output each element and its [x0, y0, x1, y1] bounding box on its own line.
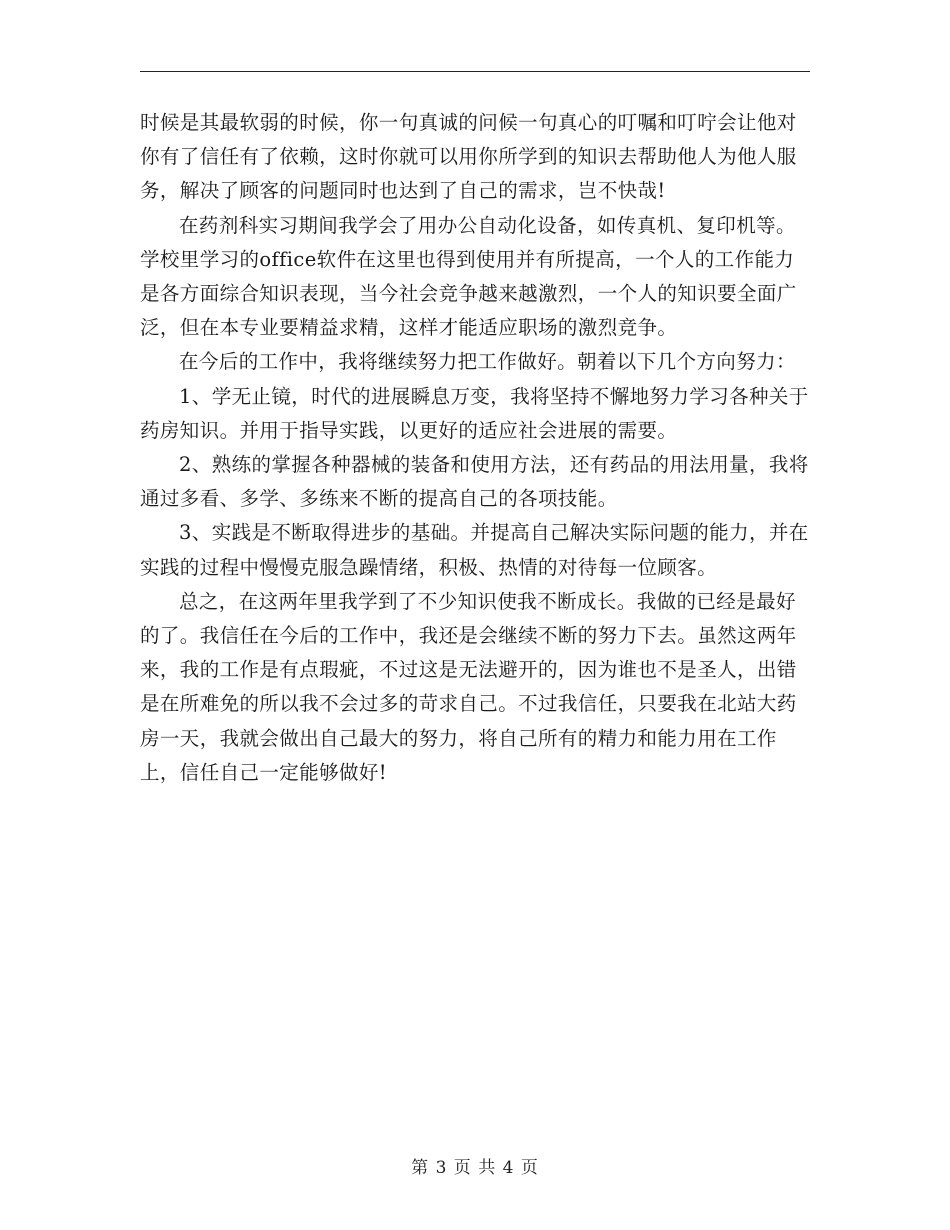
- list-item: 1、学无止镜，时代的进展瞬息万变，我将坚持不懈地努力学习各种关于药房知识。并用于指导实践，以更好的适应社会进展的需要。: [140, 384, 809, 442]
- paragraph: 在药剂科实习期间我学会了用办公自动化设备，如传真机、复印机等。学校里学习的office软件在这里也得到使用并有所提高，一个人的工作能力是各方面综合知识表现，当今社会竞争越来越激烈，一个人的知识要全面广泛，但在本专业要精益求精，这样才能适应职场的激烈竞争。: [140, 213, 797, 340]
- page-number: 第 3 页 共 4 页: [411, 1158, 539, 1178]
- document-body: [140, 106, 810, 790]
- list-item: 2、熟练的掌握各种器械的装备和使用方法，还有药品的用法用量，我将通过多看、多学、多练来不断的提高自己的各项技能。: [140, 453, 809, 511]
- paragraph: 在今后的工作中，我将继续努力把工作做好。朝着以下几个方向努力：: [179, 350, 796, 374]
- list-item: 3、实践是不断取得进步的基础。并提高自己解决实际问题的能力，并在实践的过程中慢慢克服急躁情绪，积极、热情的对待每一位顾客。: [140, 521, 809, 579]
- header-rule: [140, 71, 810, 72]
- paragraph: 总之，在这两年里我学到了不少知识使我不断成长。我做的已经是最好的了。我信任在今后的工作中，我还是会继续不断的努力下去。虽然这两年来，我的工作是有点瑕疵，不过这是无法避开的，因为谁也不是圣人，出错是在所难免的所以我不会过多的苛求自己。不过我信任，只要我在北站大药房一天，我就会做出自己最大的努力，将自己所有的精力和能力用在工作上，信任自己一定能够做好!: [140, 589, 797, 784]
- paragraph: 时候是其最软弱的时候，你一句真诚的问候一句真心的叮嘱和叮咛会让他对你有了信任有了依赖，这时你就可以用你所学到的知识去帮助他人为他人服务，解决了顾客的问题同时也达到了自己的需求，岂不快哉!: [140, 111, 797, 203]
